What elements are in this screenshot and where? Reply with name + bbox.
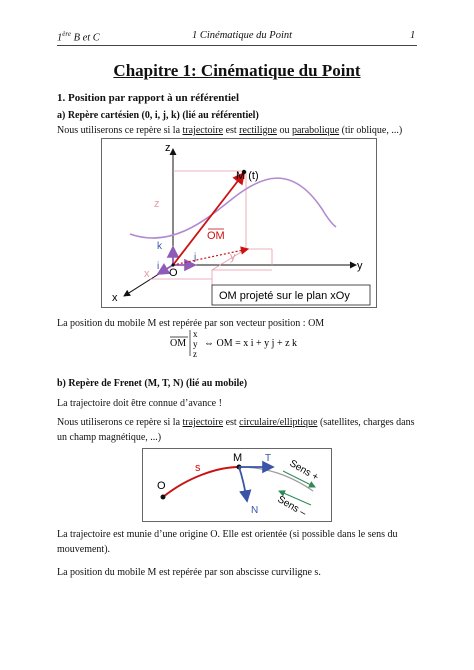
closing-paragraph-1: La trajectoire est munie d’une origine O. Elle est orientée (si possible dans le sens du mouvement).	[57, 529, 398, 555]
n-label: N	[251, 505, 259, 516]
m-label: M (t)	[236, 170, 259, 182]
page-title: Chapitre 1: Cinématique du Point	[113, 61, 361, 80]
sens-plus-label: Sens +	[287, 458, 321, 484]
position-equation	[168, 328, 368, 361]
s-label: s	[195, 462, 201, 474]
y-axis-label: y	[357, 260, 363, 272]
om-label: OM	[207, 230, 225, 242]
sens-minus-label: Sens –	[275, 494, 308, 520]
page-number: 1	[410, 30, 416, 41]
position-text: La position du mobile M est repérée par son vecteur position : OM	[57, 318, 325, 329]
projection-caption: OM projeté sur le plan xOy	[219, 290, 350, 302]
x-axis-label: x	[112, 292, 118, 304]
header-left: 1ère B et C	[57, 30, 100, 44]
svg-text:OM: OM	[170, 338, 187, 349]
frenet-origin	[161, 495, 166, 500]
paragraph-cartesian: Nous utiliserons ce repère si la trajectoire est rectiligne ou parabolique (tir oblique, ...)	[57, 125, 403, 136]
j-label: j	[194, 252, 197, 263]
frenet-trajectory	[163, 467, 239, 497]
closing-paragraph-2: La position du mobile M est repérée par son abscisse curviligne s.	[57, 567, 321, 578]
section1-heading: 1. Position par rapport à un référentiel	[57, 92, 239, 104]
k-label: k	[157, 241, 162, 252]
svg-text:⇔ OM = x i + y j + z k: ⇔ OM = x i + y j + z k	[204, 338, 298, 349]
frenet-figure	[142, 448, 332, 522]
cartesian-figure	[101, 138, 377, 308]
i-label: i	[157, 261, 160, 272]
origin-label: O	[169, 267, 178, 279]
svg-text:x: x	[193, 329, 198, 339]
z-component-label: z	[154, 198, 160, 210]
svg-text:y: y	[193, 339, 198, 349]
x-component-label: x	[144, 268, 150, 280]
frenet-origin-label: O	[157, 480, 166, 492]
subsection-a-heading: a) Repère cartésien (0, i, j, k) (lié au référentiel)	[57, 110, 259, 121]
frenet-m-label: M	[233, 452, 243, 464]
y-component-label: y	[230, 251, 236, 263]
t-label: T	[265, 453, 272, 464]
header-center: 1 Cinématique du Point	[192, 30, 293, 41]
subsection-b-heading: b) Repère de Frenet (M, T, N) (lié au mobile)	[57, 378, 248, 389]
header-rule	[57, 45, 417, 46]
n-vector	[239, 467, 247, 501]
svg-text:z: z	[193, 349, 197, 358]
frenet-paragraph: Nous utiliserons ce repère si la trajectoire est circulaire/elliptique (satellites, charges dans un champ magnétique, ...)	[57, 417, 415, 443]
frenet-note: La trajectoire doit être connue d’avance !	[57, 398, 222, 409]
z-axis-label: z	[165, 142, 171, 154]
